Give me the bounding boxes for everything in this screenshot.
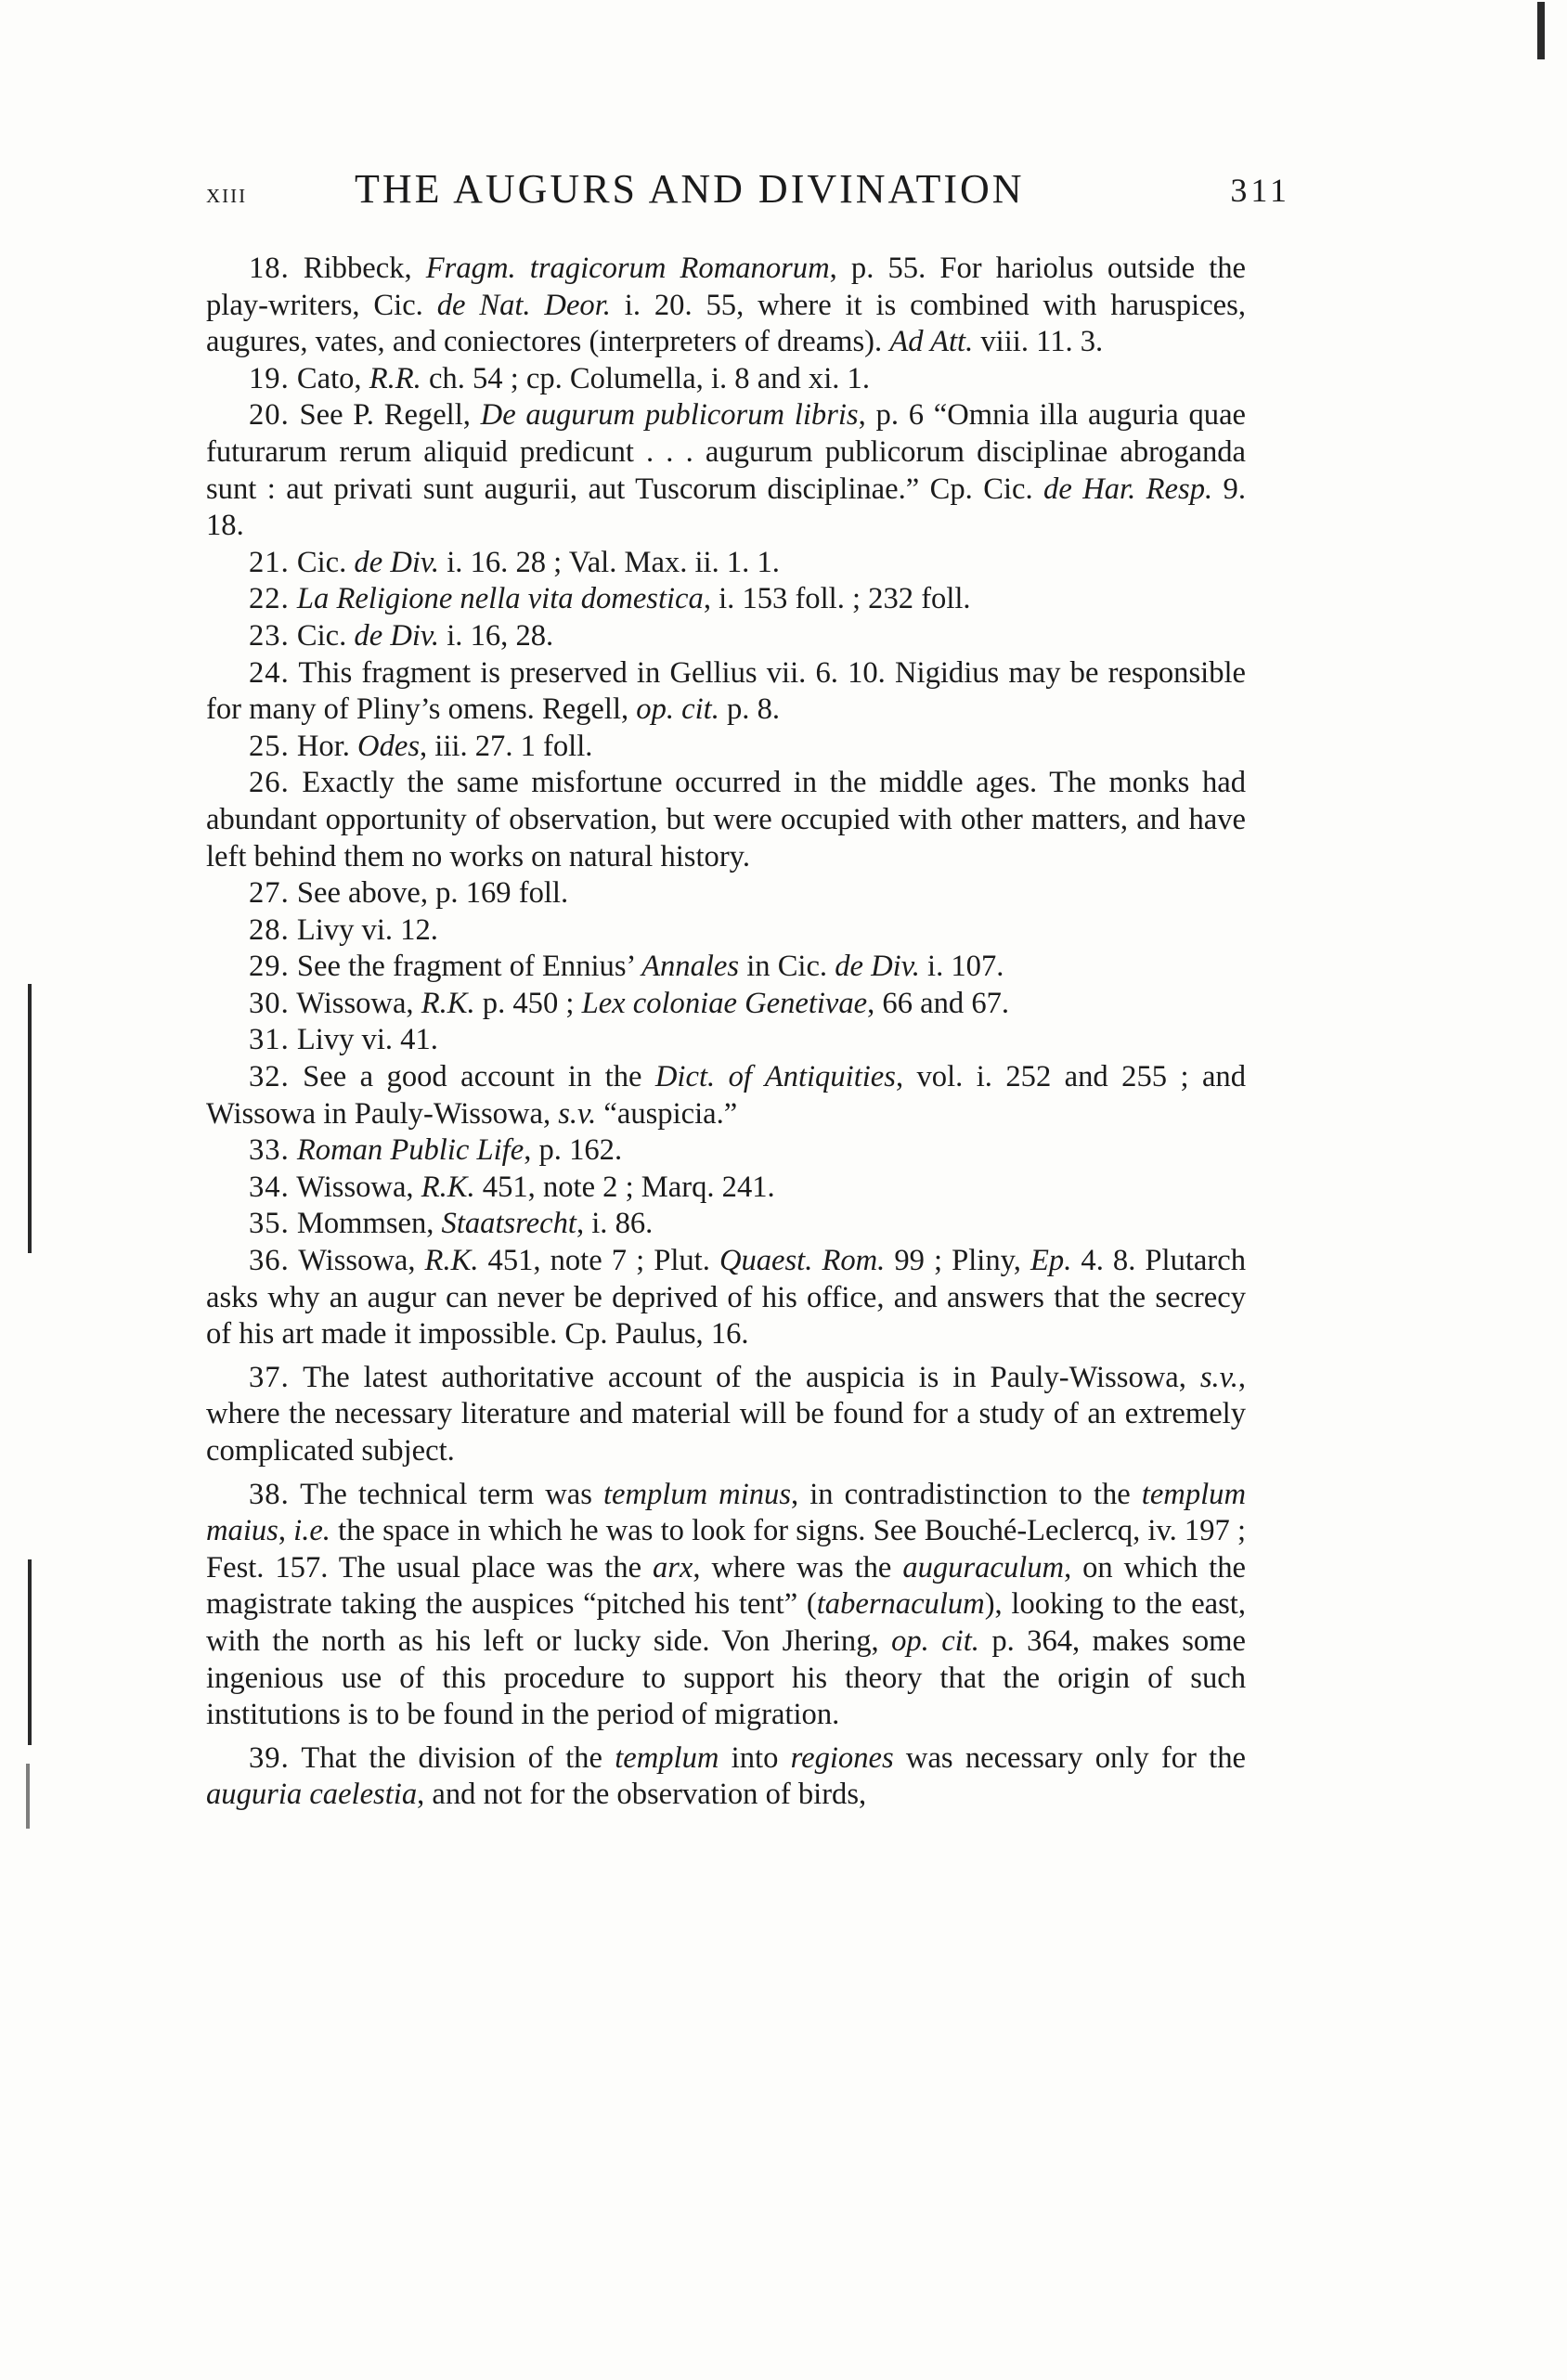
note-italic-text: Fragm. tragicorum Romanorum: [425, 252, 830, 285]
note-italic-text: templum: [615, 1740, 719, 1775]
note-26: [206, 765, 1246, 875]
note-text: viii. 11. 3.: [973, 325, 1104, 359]
note-italic-text: s.v.: [558, 1096, 597, 1131]
note-italic-text: Dict. of Antiquities: [654, 1060, 896, 1094]
note-number: 28.: [249, 912, 290, 947]
note-text: Exactly the same misfortune occurred in the middle ages. The monks had abundant opportunity of observation, but were occupied with other matters, and have left behind them no works on natural history.: [206, 766, 1246, 873]
note-text: See the fragment of Ennius’: [289, 950, 642, 984]
note-text: i. 16, 28.: [439, 618, 554, 653]
note-30: [206, 986, 1246, 1023]
note-italic-text: op. cit.: [636, 692, 719, 727]
note-number: 27.: [249, 876, 290, 911]
note-number: 21.: [249, 545, 290, 579]
note-text: Cic.: [289, 618, 355, 653]
note-number: 25.: [249, 729, 290, 763]
note-text: p. 450 ;: [474, 986, 582, 1020]
note-italic-text: op. cit.: [891, 1623, 979, 1658]
chapter-number: xiii: [206, 178, 248, 209]
note-number: 26.: [249, 766, 290, 800]
note-italic-text: templum maius: [206, 1477, 1246, 1548]
note-33: [206, 1132, 1246, 1170]
note-28: [206, 912, 1246, 950]
note-italic-text: Ad Att.: [889, 325, 974, 359]
note-text: i. 20. 55, where it is combined with haruspices, augures, vates, and coniectores (interpreters of dreams).: [206, 288, 1246, 359]
note-italic-text: templum minus: [602, 1477, 792, 1511]
note-text: Ribbeck,: [289, 252, 426, 285]
note-37: [206, 1360, 1246, 1470]
note-text: [290, 582, 297, 615]
note-text: ch. 54 ; cp. Columella, i. 8 and xi. 1.: [421, 361, 870, 395]
note-text: Livy vi. 41.: [289, 1023, 438, 1057]
note-text: The latest authoritative account of the auspicia is in Pauly-Wissowa,: [289, 1360, 1200, 1394]
note-text: See above, p. 169 foll.: [289, 876, 569, 911]
note-number: 19.: [249, 361, 290, 395]
note-italic-text: auguraculum: [902, 1550, 1065, 1585]
note-number: 23.: [249, 618, 290, 653]
note-number: 39.: [249, 1740, 290, 1775]
note-39: [206, 1740, 1246, 1814]
scan-mark: [26, 1764, 30, 1829]
note-35: [206, 1206, 1246, 1243]
note-text: in Cic.: [739, 950, 835, 984]
note-text: Wissowa,: [289, 986, 421, 1020]
note-24: [206, 655, 1246, 729]
note-text: “auspicia.”: [596, 1096, 738, 1131]
note-italic-text: Roman Public Life: [296, 1133, 524, 1168]
note-text: Wissowa,: [289, 1170, 421, 1204]
note-text: , vol. i. 252 and 255 ; and Wissowa in Pauly-Wissowa,: [206, 1060, 1246, 1131]
note-italic-text: auguria caelestia: [206, 1778, 418, 1812]
note-text: 451, note 2 ; Marq. 241.: [474, 1170, 775, 1204]
note-text: Hor.: [289, 729, 358, 763]
note-text: The technical term was: [289, 1477, 603, 1511]
note-34: [206, 1170, 1246, 1207]
note-italic-text: R.K.: [424, 1244, 479, 1278]
note-text: p. 364, makes some ingenious use of this procedure to support his theory that the origin of such institutions is to be found in the period of migration.: [206, 1623, 1246, 1732]
note-italic-text: regiones: [790, 1740, 894, 1775]
note-22: [206, 581, 1246, 618]
note-number: 18.: [249, 252, 290, 285]
note-text: Livy vi. 12.: [289, 912, 438, 947]
note-italic-text: Quaest. Rom.: [719, 1244, 886, 1278]
note-italic-text: arx: [652, 1550, 693, 1585]
endnotes: [206, 251, 1246, 1814]
note-text: i. 107.: [919, 950, 1004, 984]
note-number: 34.: [249, 1170, 290, 1204]
note-italic-text: La Religione nella vita domestica: [296, 582, 704, 616]
note-text: the space in which he was to look for signs. See Bouché-Leclercq, iv. 197 ; Fest. 157. The usual place was the: [206, 1514, 1246, 1585]
note-text: See P. Regell,: [289, 398, 481, 433]
note-italic-text: Staatsrecht: [441, 1207, 576, 1241]
note-21: [206, 545, 1246, 582]
note-italic-text: R.K.: [421, 1170, 475, 1204]
note-23: [206, 618, 1246, 655]
note-text: , where the necessary literature and material will be found for a study of an extremely complicated subject.: [206, 1360, 1246, 1468]
running-head: [206, 165, 1290, 221]
note-27: [206, 875, 1246, 912]
note-italic-text: de Div.: [354, 618, 440, 653]
note-number: 38.: [249, 1477, 290, 1511]
note-number: 37.: [249, 1360, 290, 1394]
note-italic-text: R.R.: [369, 361, 421, 395]
note-text: 9. 18.: [206, 472, 1246, 543]
note-text: was necessary only for the: [893, 1740, 1246, 1775]
note-text: i. 16. 28 ; Val. Max. ii. 1. 1.: [439, 545, 780, 579]
note-italic-text: de Div.: [835, 950, 920, 984]
note-29: [206, 949, 1246, 986]
note-32: [206, 1059, 1246, 1132]
note-number: 30.: [249, 986, 290, 1020]
note-18: [206, 251, 1246, 361]
note-text: , 66 and 67.: [867, 986, 1010, 1020]
note-text: , i. 86.: [576, 1207, 654, 1241]
note-italic-text: De augurum publicorum libris: [480, 398, 859, 433]
note-italic-text: R.K.: [421, 986, 475, 1020]
note-text: [290, 1133, 297, 1167]
page-number: 311: [1230, 172, 1290, 209]
note-number: 31.: [249, 1023, 290, 1057]
note-19: [206, 361, 1246, 398]
note-italic-text: i.e.: [293, 1514, 330, 1548]
note-text: , where was the: [693, 1550, 903, 1585]
note-number: 24.: [249, 655, 290, 690]
scan-mark: [28, 1559, 32, 1745]
note-italic-text: de Har. Resp.: [1043, 472, 1213, 506]
note-italic-text: Odes: [357, 729, 421, 763]
running-title: THE AUGURS AND DIVINATION: [355, 166, 1025, 212]
scan-mark: [1537, 2, 1545, 59]
note-text: into: [719, 1740, 791, 1775]
note-text: This fragment is preserved in Gellius vii. 6. 10. Nigidius may be responsible for many of Pliny’s omens. Regell,: [206, 655, 1246, 727]
scan-mark: [28, 984, 32, 1253]
note-36: [206, 1243, 1246, 1353]
note-text: , and not for the observation of birds,: [417, 1778, 867, 1812]
note-text: 99 ; Pliny,: [885, 1244, 1031, 1278]
note-number: 36.: [249, 1244, 290, 1278]
note-text: , i. 153 foll. ; 232 foll.: [703, 582, 971, 616]
note-number: 20.: [249, 398, 290, 433]
note-text: , p. 6 “Omnia illa auguria quae futurarum rerum aliquid predicunt . . . augurum publicorum disciplinae abroganda sunt : aut privati sunt augurii, aut Tuscorum disciplinae.” Cp. Cic.: [206, 398, 1246, 506]
note-31: [206, 1022, 1246, 1059]
note-20: [206, 397, 1246, 544]
note-italic-text: de Div.: [354, 545, 440, 579]
note-text: 4. 8. Plutarch asks why an augur can never be deprived of his office, and answers that the secrecy of his art made it impossible. Cp. Paulus, 16.: [206, 1244, 1246, 1352]
note-text: , iii. 27. 1 foll.: [420, 729, 593, 763]
note-text: p. 8.: [719, 692, 781, 727]
note-text: ), looking to the east, with the north as his left or lucky side. Von Jhering,: [206, 1587, 1246, 1658]
note-italic-text: tabernaculum: [816, 1587, 985, 1622]
note-number: 32.: [249, 1060, 290, 1094]
note-italic-text: Lex coloniae Genetivae: [581, 986, 868, 1020]
note-italic-text: de Nat. Deor.: [436, 288, 611, 322]
note-text: ,: [278, 1514, 294, 1548]
note-text: Wissowa,: [289, 1244, 425, 1278]
note-number: 33.: [249, 1133, 290, 1168]
note-25: [206, 729, 1246, 766]
note-number: 22.: [249, 582, 290, 616]
note-italic-text: Ep.: [1030, 1244, 1072, 1278]
note-text: , on which the magistrate taking the auspices “pitched his tent” (: [206, 1550, 1246, 1622]
note-text: , p. 162.: [524, 1133, 623, 1168]
note-text: See a good account in the: [289, 1060, 655, 1094]
note-number: 29.: [249, 950, 290, 984]
note-text: , in contradistinction to the: [791, 1477, 1142, 1511]
note-text: Cic.: [289, 545, 355, 579]
note-number: 35.: [249, 1207, 290, 1241]
note-text: , p. 55. For hariolus outside the play-writers, Cic.: [206, 252, 1246, 322]
note-italic-text: s.v.: [1199, 1360, 1238, 1394]
note-38: [206, 1477, 1246, 1734]
note-text: Cato,: [289, 361, 369, 395]
note-italic-text: Annales: [641, 950, 740, 984]
note-text: Mommsen,: [289, 1207, 442, 1241]
note-text: That the division of the: [289, 1740, 615, 1775]
note-text: 451, note 7 ; Plut.: [478, 1244, 719, 1278]
